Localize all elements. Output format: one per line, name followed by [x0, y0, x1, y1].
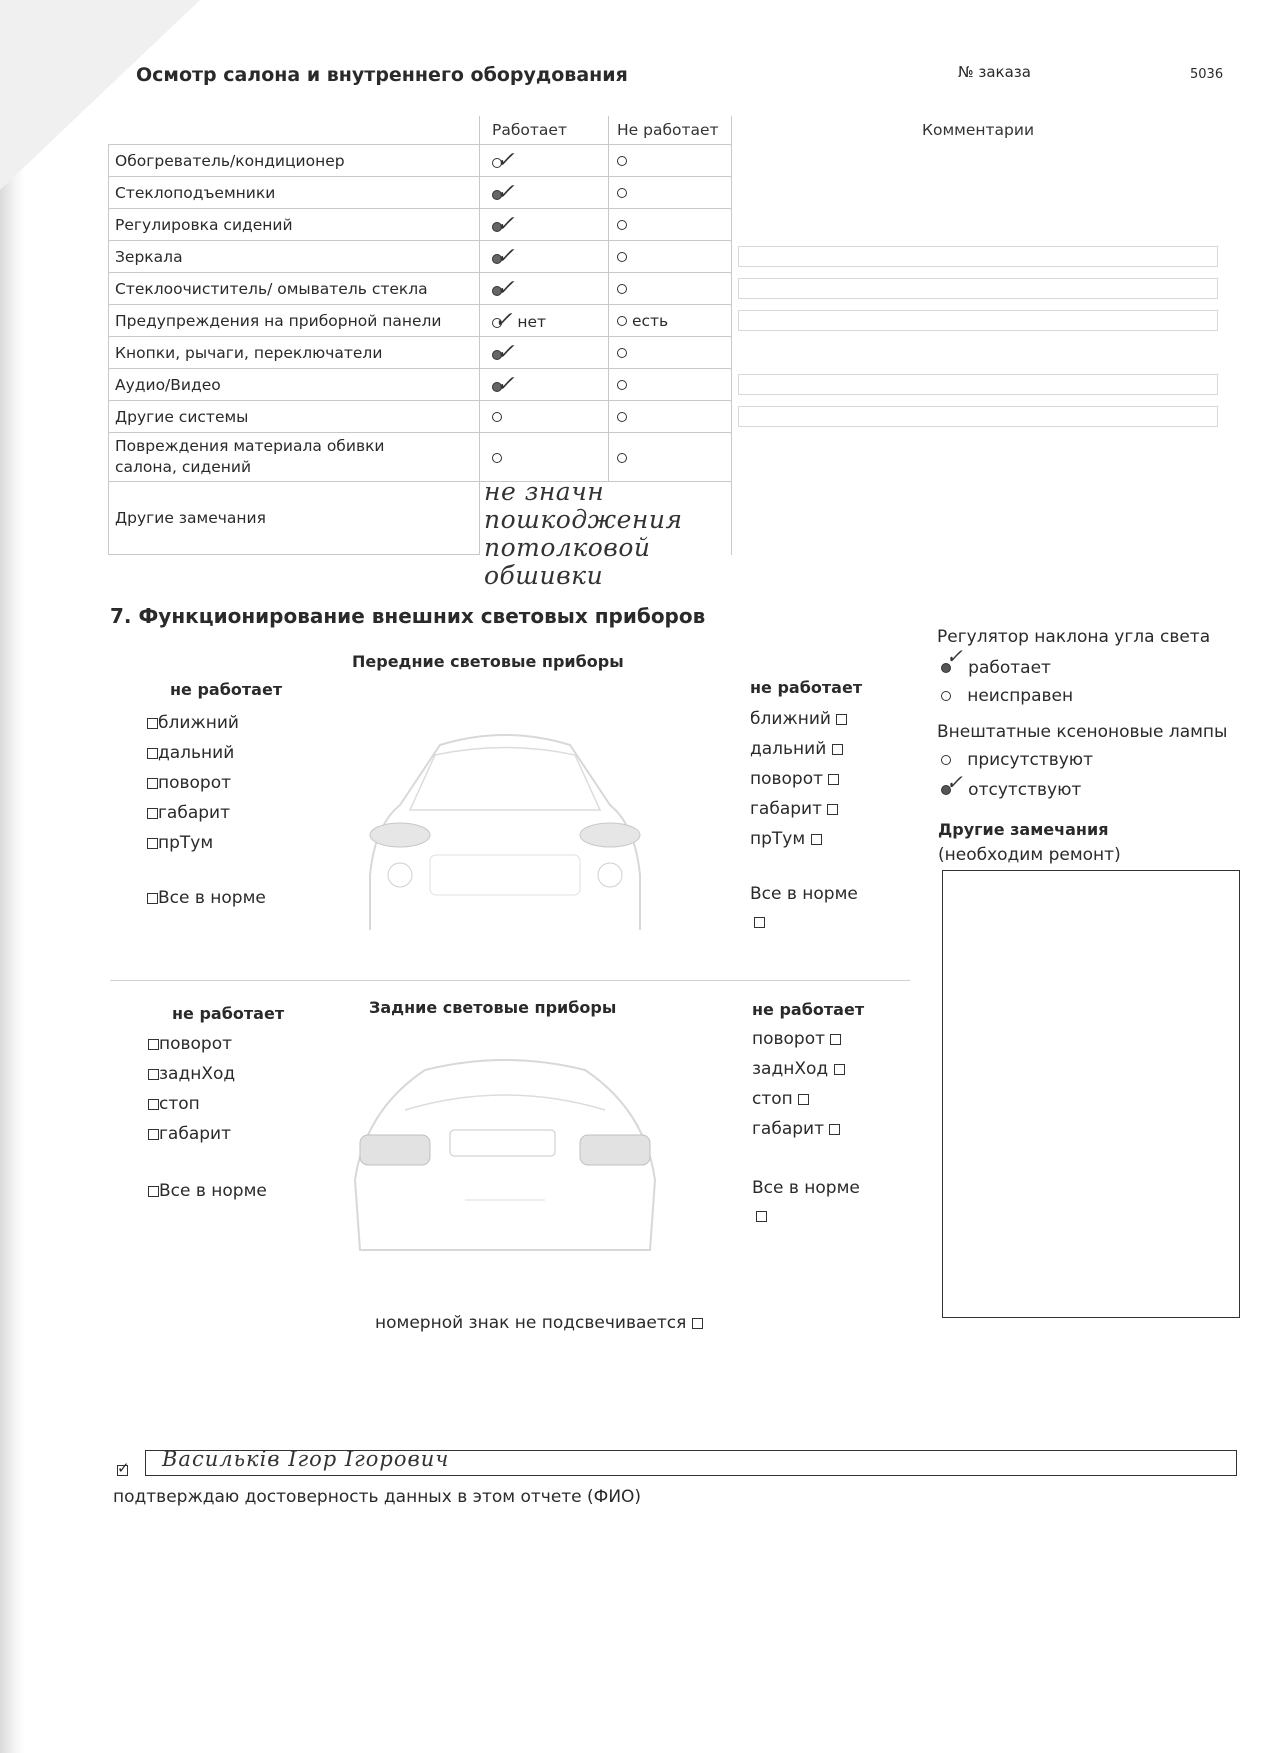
works-radio-cell[interactable] — [480, 401, 609, 433]
works-radio-cell[interactable] — [480, 433, 609, 482]
check-mark-icon: ✓ — [496, 244, 515, 269]
check-mark-icon: ✓ — [496, 180, 515, 205]
rear-left-item[interactable] — [148, 1119, 235, 1149]
rear-lights-title: Задние световые приборы — [369, 998, 617, 1017]
col-works: Работает — [480, 116, 609, 145]
checkbox[interactable] — [147, 748, 158, 759]
works-radio-cell[interactable] — [480, 369, 609, 401]
front-right-item[interactable] — [750, 794, 847, 824]
checkbox[interactable] — [811, 834, 822, 845]
checkbox[interactable] — [829, 1124, 840, 1135]
front-right-all-ok-label: Все в норме — [750, 884, 858, 904]
all-ok-label: Все в норме — [158, 888, 266, 908]
rear-left-not-working-heading: не работает — [172, 1004, 285, 1023]
works-radio-cell[interactable] — [480, 273, 609, 305]
handwriting-line: не значн — [484, 477, 605, 506]
row-label-two-line — [109, 433, 480, 482]
row-label: Стеклоочиститель/ омыватель стекла — [109, 273, 480, 305]
radio[interactable] — [941, 691, 951, 701]
checkbox[interactable] — [147, 893, 158, 904]
col-comments: Комментарии — [732, 116, 1225, 145]
tilt-regulator-title: Регулятор наклона угла света — [937, 627, 1211, 647]
rear-left-list — [148, 1029, 235, 1149]
checkbox[interactable] — [148, 1129, 159, 1140]
comment-cell[interactable] — [732, 305, 1225, 337]
checkbox[interactable] — [827, 804, 838, 815]
front-right-item[interactable] — [750, 734, 847, 764]
table-row — [109, 305, 1225, 337]
rear-left-all-ok[interactable] — [148, 1181, 267, 1201]
radio-not-works[interactable] — [617, 453, 627, 463]
page-title: Осмотр салона и внутреннего оборудования — [136, 64, 628, 86]
radio-not-works[interactable] — [617, 220, 627, 230]
rear-right-all-ok[interactable] — [756, 1206, 767, 1225]
rear-left-item[interactable] — [148, 1059, 235, 1089]
radio-not-works[interactable] — [617, 380, 627, 390]
row-label: Зеркала — [109, 241, 480, 273]
signature-handwriting: Васильків Ігор Ігорович — [162, 1447, 450, 1471]
front-left-list — [147, 708, 239, 858]
works-radio-cell[interactable] — [480, 177, 609, 209]
checkbox[interactable] — [147, 778, 158, 789]
item-label: стоп — [159, 1094, 200, 1114]
check-mark-icon: ✓ — [496, 340, 515, 365]
option-label: работает — [968, 658, 1051, 678]
front-left-item[interactable] — [147, 828, 239, 858]
not-works-radio-cell[interactable] — [609, 241, 732, 273]
rear-car-illustration — [345, 1050, 665, 1270]
comment-cell[interactable] — [732, 209, 1225, 241]
item-label: стоп — [752, 1089, 793, 1109]
item-label: дальний — [750, 739, 827, 759]
tilt-regulator-options — [941, 644, 1074, 710]
option-label: отсутствуют — [968, 780, 1082, 800]
not-works-radio-cell[interactable] — [609, 337, 732, 369]
comment-input[interactable] — [738, 310, 1218, 331]
not-works-radio-cell[interactable] — [609, 433, 732, 482]
front-right-item[interactable] — [750, 704, 847, 734]
works-radio-cell[interactable] — [480, 305, 609, 337]
comment-input[interactable] — [738, 406, 1218, 427]
comment-cell[interactable] — [732, 241, 1225, 273]
not-works-radio-cell[interactable] — [609, 145, 732, 177]
radio-works[interactable] — [492, 453, 502, 463]
front-left-item[interactable] — [147, 738, 239, 768]
table-row — [109, 337, 1225, 369]
checkbox[interactable] — [834, 1064, 845, 1075]
item-label: ближний — [750, 709, 831, 729]
rear-right-item[interactable] — [752, 1084, 845, 1114]
front-left-item[interactable] — [147, 798, 239, 828]
row-label: Обогреватель/кондиционер — [109, 145, 480, 177]
row-label: Регулировка сидений — [109, 209, 480, 241]
checkbox[interactable] — [754, 917, 765, 928]
item-label: габарит — [752, 1119, 824, 1139]
tilt-option-broken[interactable] — [941, 682, 1073, 710]
rear-left-item[interactable] — [148, 1089, 235, 1119]
check-mark-icon: ✓ — [496, 148, 515, 173]
item-label: габарит — [159, 1124, 231, 1144]
works-radio-cell[interactable] — [480, 209, 609, 241]
not-works-radio-cell[interactable] — [609, 369, 732, 401]
row-label: Стеклоподъемники — [109, 177, 480, 209]
rear-right-not-working-heading: не работает — [752, 1000, 865, 1019]
comment-cell[interactable] — [732, 273, 1225, 305]
radio-has-warnings[interactable] — [617, 316, 627, 326]
plate-light-label: номерной знак не подсвечивается — [375, 1313, 687, 1333]
checkbox[interactable] — [830, 1034, 841, 1045]
front-car-illustration — [330, 725, 680, 945]
order-label: № заказа — [958, 63, 1031, 81]
comment-cell[interactable] — [732, 337, 1225, 369]
comment-cell[interactable] — [732, 369, 1225, 401]
not-works-radio-cell[interactable] — [609, 209, 732, 241]
check-mark-icon: ✓ — [946, 770, 963, 794]
check-mark-icon: ✓ — [117, 1459, 130, 1477]
front-right-all-ok[interactable] — [754, 912, 765, 931]
remarks-handwriting — [484, 478, 683, 590]
radio-not-works[interactable] — [617, 252, 627, 262]
checkbox[interactable] — [832, 744, 843, 755]
comment-input[interactable] — [738, 278, 1218, 299]
comment-input[interactable] — [738, 374, 1218, 395]
remarks-comment-cell — [732, 482, 1225, 555]
option-yes: есть — [631, 311, 669, 330]
radio[interactable] — [941, 755, 951, 765]
right-remarks-subtitle: (необходим ремонт) — [938, 845, 1121, 865]
front-right-item[interactable] — [750, 824, 847, 854]
row-label-line1: Повреждения материала обивки — [115, 437, 385, 455]
all-ok-label: Все в норме — [159, 1181, 267, 1201]
item-label: поворот — [750, 769, 824, 789]
comment-cell[interactable] — [732, 401, 1225, 433]
rear-right-all-ok-label: Все в норме — [752, 1178, 860, 1198]
not-works-radio-cell[interactable] — [609, 177, 732, 209]
checkbox[interactable] — [147, 838, 158, 849]
radio-not-works[interactable] — [617, 348, 627, 358]
xenon-title: Внештатные ксеноновые лампы — [937, 722, 1228, 742]
radio-not-works[interactable] — [617, 188, 627, 198]
item-label: габарит — [750, 799, 822, 819]
section-divider — [110, 980, 910, 981]
full-name-input[interactable] — [145, 1447, 1237, 1476]
xenon-option-present[interactable] — [941, 746, 1093, 774]
option-label: присутствуют — [967, 750, 1094, 770]
not-works-radio-cell[interactable] — [609, 273, 732, 305]
front-right-list — [750, 704, 847, 854]
item-label: поворот — [752, 1029, 826, 1049]
checkbox[interactable] — [756, 1211, 767, 1222]
not-works-radio-cell[interactable] — [609, 401, 732, 433]
check-mark-icon: ✓ — [946, 644, 963, 668]
radio-works[interactable] — [492, 412, 502, 422]
row-label-line2: салона, сидений — [115, 458, 252, 476]
comment-cell[interactable] — [732, 177, 1225, 209]
comment-input[interactable] — [738, 246, 1218, 267]
rear-left-item[interactable] — [148, 1029, 235, 1059]
checkbox[interactable] — [828, 774, 839, 785]
checkbox[interactable] — [147, 718, 158, 729]
checkbox[interactable] — [148, 1069, 159, 1080]
section-7-title: 7. Функционирование внешних световых приборов — [110, 604, 706, 628]
confirm-checkbox[interactable] — [117, 1461, 128, 1479]
rear-right-list — [752, 1024, 845, 1144]
xenon-option-absent[interactable] — [941, 770, 1093, 804]
check-mark-icon: ✓ — [496, 276, 515, 301]
front-left-item[interactable] — [147, 768, 239, 798]
plate-light-option[interactable] — [375, 1313, 703, 1333]
item-label: заднХод — [752, 1059, 829, 1079]
table-row — [109, 145, 1225, 177]
works-radio-cell[interactable] — [480, 337, 609, 369]
item-label: поворот — [159, 1034, 233, 1054]
checkbox[interactable] — [148, 1039, 159, 1050]
confirmation-text: подтверждаю достоверность данных в этом отчете (ФИО) — [113, 1487, 642, 1507]
xenon-options — [941, 746, 1093, 804]
table-row — [109, 401, 1225, 433]
checkbox[interactable] — [148, 1099, 159, 1110]
right-remarks-textarea[interactable] — [942, 870, 1240, 1318]
works-radio-cell[interactable] — [480, 241, 609, 273]
check-mark-icon: ✓ — [496, 372, 515, 397]
row-label: Другие системы — [109, 401, 480, 433]
rear-right-item[interactable] — [752, 1054, 845, 1084]
checkbox[interactable] — [692, 1318, 703, 1329]
handwriting-line: пошкоджения — [484, 505, 683, 534]
table-row — [109, 209, 1225, 241]
page-edge-shadow — [0, 0, 24, 1753]
rear-right-item[interactable] — [752, 1024, 845, 1054]
front-right-item[interactable] — [750, 764, 847, 794]
item-label: прТум — [158, 833, 214, 853]
checkbox[interactable] — [147, 808, 158, 819]
comment-cell[interactable] — [732, 433, 1225, 482]
row-label: Аудио/Видео — [109, 369, 480, 401]
header-empty — [109, 116, 480, 145]
checkbox[interactable] — [798, 1094, 809, 1105]
item-label: ближний — [158, 713, 239, 733]
handwriting-line: потолковой — [484, 533, 651, 562]
item-label: прТум — [750, 829, 806, 849]
check-mark-icon: ✓ — [496, 212, 515, 237]
rear-right-item[interactable] — [752, 1114, 845, 1144]
checkbox[interactable] — [836, 714, 847, 725]
handwriting-line: обшивки — [484, 561, 604, 590]
item-label: заднХод — [159, 1064, 236, 1084]
tilt-option-works[interactable] — [941, 644, 1073, 682]
row-label: Кнопки, рычаги, переключатели — [109, 337, 480, 369]
table-row — [109, 177, 1225, 209]
checkbox[interactable] — [148, 1186, 159, 1197]
front-left-item[interactable] — [147, 708, 239, 738]
option-no: нет — [517, 313, 547, 331]
front-left-not-working-heading: не работает — [170, 680, 283, 699]
radio-not-works[interactable] — [617, 412, 627, 422]
right-remarks-title: Другие замечания — [938, 820, 1109, 839]
not-works-radio-cell[interactable] — [609, 305, 732, 337]
remarks-label: Другие замечания — [109, 482, 480, 555]
item-label: поворот — [158, 773, 232, 793]
table-row — [109, 273, 1225, 305]
check-mark-icon: ✓ — [494, 308, 513, 333]
front-lights-title: Передние световые приборы — [352, 652, 624, 671]
table-row — [109, 369, 1225, 401]
table-header-row — [109, 116, 1225, 145]
item-label: дальний — [158, 743, 235, 763]
checkbox-checked[interactable] — [117, 1459, 130, 1477]
row-label: Предупреждения на приборной панели — [109, 305, 480, 337]
order-number: 5036 — [1190, 67, 1224, 82]
works-radio-cell[interactable] — [480, 145, 609, 177]
radio-not-works[interactable] — [617, 156, 627, 166]
col-not-works: Не работает — [609, 116, 732, 145]
front-left-all-ok[interactable] — [147, 888, 266, 908]
front-right-not-working-heading: не работает — [750, 678, 863, 697]
radio-not-works[interactable] — [617, 284, 627, 294]
table-row — [109, 433, 1225, 482]
item-label: габарит — [158, 803, 230, 823]
table-row — [109, 241, 1225, 273]
comment-cell[interactable] — [732, 145, 1225, 177]
option-label: неисправен — [967, 686, 1074, 706]
